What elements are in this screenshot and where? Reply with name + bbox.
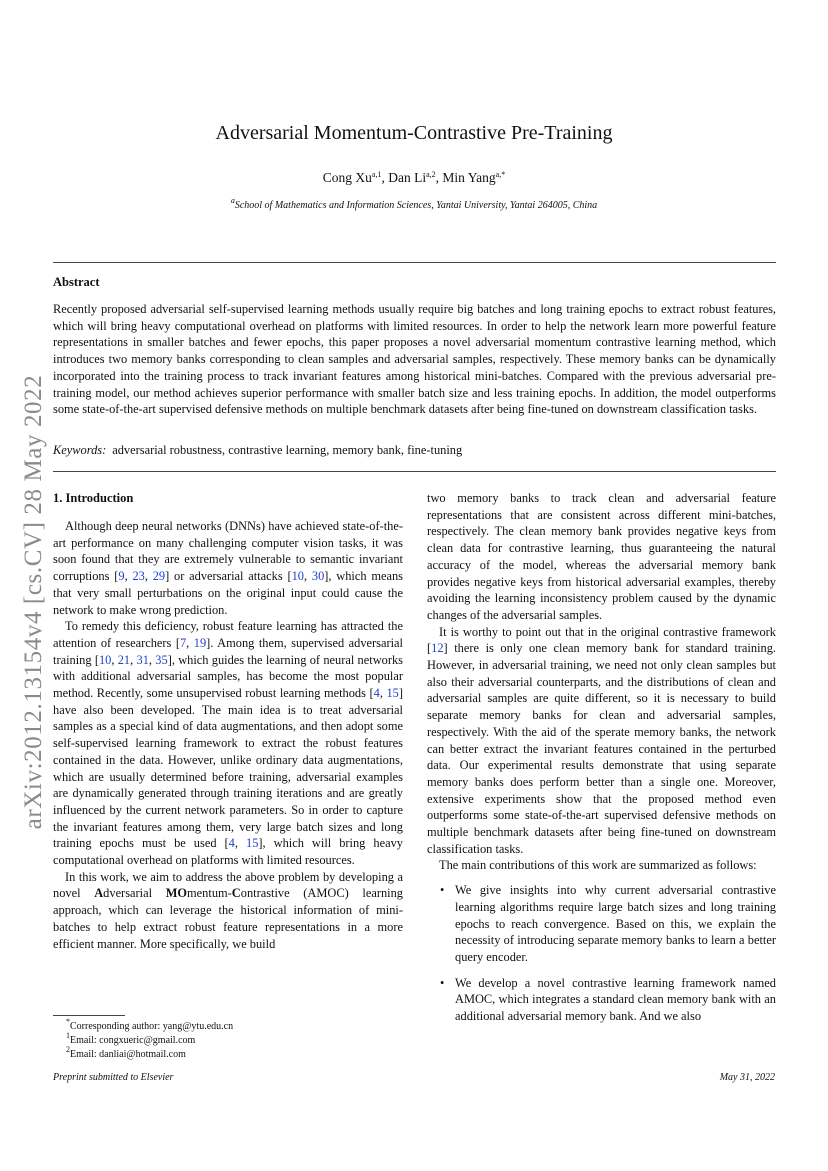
footer-journal: Preprint submitted to Elsevier	[53, 1072, 174, 1083]
right-column	[427, 490, 776, 1034]
citation-link[interactable]: 30	[311, 569, 325, 584]
citation-link[interactable]: 12	[431, 641, 444, 656]
footnote-mark: 1	[66, 1031, 70, 1041]
citation-link[interactable]: 19	[193, 635, 207, 650]
citation-link[interactable]: 7	[179, 635, 187, 650]
bold-letter: C	[231, 886, 241, 901]
left-column	[53, 518, 403, 952]
paragraph: It is worthy to point out that in the original contrastive framework [12] there is only one clean memory bank for standard training. However, in adversarial training, we need not only clean samples but also their adversarial counterparts, and the distributions of clean and adversarial samples are quite different, so it is necessary to build separate memory banks for clean and adversarial samples, respectively. With the aid of the sperate memory banks, the network can better extract the invariant features contained in the perturbed data. Our experimental results demonstrate that using separate memory banks does perform better than a single one. Moreover, extensive experiments show that the proposed method even outperforms some state-of-the-art supervised defensive methods on multiple benchmark datasets after being fine-tuned on downstream classification tasks.	[427, 624, 776, 856]
citation-link[interactable]: 10	[98, 652, 112, 667]
footnote-mark: 2	[66, 1045, 70, 1055]
bold-letter: MO	[165, 886, 188, 901]
arxiv-identifier: arXiv:2012.13154v4 [cs.CV] 28 May 2022	[20, 374, 47, 830]
footnote-mark: *	[66, 1017, 70, 1026]
author-list: Cong Xu$^{a,1}$, Dan Li$^{a,2}$, Min Yang$^{a,*}$	[322, 170, 506, 185]
abstract-heading: Abstract	[53, 275, 100, 289]
contribution-item: • We develop a novel contrastive learning framework named AMOC, which integrates a standard clean memory bank with an additional adversarial memory bank. And we also	[440, 975, 776, 1024]
footnote: $^2$Email: danliai@hotmail.com	[66, 1045, 186, 1061]
footnote: *Corresponding author: yang@ytu.edu.cn	[66, 1017, 234, 1032]
author-name: Dan Li	[388, 170, 427, 185]
paragraph: two memory banks to track clean and adversarial feature representations that are consistent across different mini-batches, respectively. The clean memory bank provides negative keys from clean data for contrastive learning, thus guaranteeing the natural accuracy of the model, whereas the adversarial memory bank provides negative keys from historical adversarial examples, thereby avoiding the learning inconsistency problem caused by the dynamic changes of the adversarial samples.	[427, 491, 776, 622]
affiliation: $^a$School of Mathematics and Information Sciences, Yantai University, Yantai 264005, China	[230, 196, 598, 211]
bold-letter: A	[94, 886, 104, 901]
paragraph: Although deep neural networks (DNNs) have achieved state-of-the-art performance on many challenging computer vision tasks, it was soon found that they are extremely vulnerable to semantic invariant corruptions [9, 23, 29] or adversarial attacks [10, 30], which means that very small perturbations on the original input could cause the network to make wrong prediction.	[53, 519, 403, 617]
contributions-list	[427, 882, 776, 1025]
section-heading-introduction: 1. Introduction	[53, 491, 134, 505]
citation-link[interactable]: 23	[132, 569, 145, 584]
footnote-rule	[53, 1015, 125, 1016]
footer-date: May 31, 2022	[719, 1072, 775, 1083]
contribution-item: • We give insights into why current adversarial contrastive learning algorithms require large batch sizes and long training epochs to reach convergence. Based on this, we explain the necessity of introducing separate memory banks to learn a better query encoder.	[440, 883, 776, 964]
paragraph: To remedy this deficiency, robust feature learning has attracted the attention of researchers [7, 19]. Among them, supervised adversarial training [10, 21, 31, 35], which guides the learning of neural networks with additional adversarial samples, has become the most popular method. Recently, some unsupervised robust learning methods [4, 15] have also been developed. The main idea is to treat adversarial samples as a special kind of data augmentations, and then adopt some self-supervised learning framework to extract the robust features contained in the data. However, unlike ordinary data augmentations, which are usually determined before training, adversarial examples are dynamically generated through training iterations and are greatly influenced by the current network parameters. So in order to capture the invariant features among them, very large batch sizes and long training epochs must be used [4, 15], which will bring heavy computational overhead on platforms with limited resources.	[53, 619, 403, 868]
keywords	[53, 443, 462, 458]
keywords-text: adversarial robustness, contrastive learning, memory bank, fine-tuning	[112, 443, 463, 457]
citation-link[interactable]: 31	[136, 652, 149, 667]
bullet-icon: •	[440, 883, 445, 898]
citation-link[interactable]: 15	[386, 686, 399, 701]
author-name: Min Yang	[442, 170, 496, 185]
top-rule	[53, 262, 776, 263]
citation-link[interactable]: 29	[152, 569, 166, 584]
author-affil-mark: a,*	[495, 170, 506, 179]
bullet-icon: •	[440, 975, 445, 990]
author-name: Cong Xu	[322, 170, 372, 185]
footnote: $^1$Email: congxueric@gmail.com	[66, 1031, 196, 1047]
abstract-text: Recently proposed adversarial self-supervised learning methods usually require big batches and long training epochs to extract robust features, which will bring heavy computational overhead on platforms with limited resources. In order to help the network learn more powerful feature representations in smaller batches and fewer epochs, this paper proposes a novel adversarial momentum contrastive learning method, which introduces two memory banks corresponding to clean samples and adversarial samples, respectively. These memory banks can be dynamically incorporated into the training process to track invariant features among historical mini-batches. Compared with the previous adversarial pre-training model, our method achieves superior performance with smaller batch size and less training epochs. In addition, the model outperforms some state-of-the-art supervised defensive methods on multiple benchmark datasets after being fine-tuned on downstream classification tasks.	[53, 302, 776, 417]
citation-link[interactable]: 10	[291, 569, 304, 584]
footnotes	[66, 1017, 234, 1063]
abstract-bottom-rule	[53, 471, 776, 472]
paragraph: In this work, we aim to address the above problem by developing a novel Adversarial MOmentum-Contrastive (AMOC) learning approach, which can leverage the historical information of mini-batches to help extract robust feature representations in a more efficient manner. More specifically, we build	[53, 869, 403, 951]
paper-title: Adversarial Momentum-Contrastive Pre-Training	[215, 122, 613, 144]
citation-link[interactable]: 21	[117, 652, 131, 667]
citation-link[interactable]: 35	[155, 652, 168, 667]
paragraph: The main contributions of this work are summarized as follows:	[439, 858, 757, 873]
citation-link[interactable]: 4	[373, 686, 380, 701]
citation-link[interactable]: 4	[228, 836, 235, 851]
author-affil-mark: a,2	[426, 170, 436, 179]
citation-link[interactable]: 15	[246, 836, 259, 851]
author-affil-mark: a,1	[371, 170, 382, 179]
citation-link[interactable]: 9	[118, 569, 125, 584]
keywords-label: Keywords:	[53, 443, 107, 457]
arxiv-sidebar	[14, 342, 54, 862]
